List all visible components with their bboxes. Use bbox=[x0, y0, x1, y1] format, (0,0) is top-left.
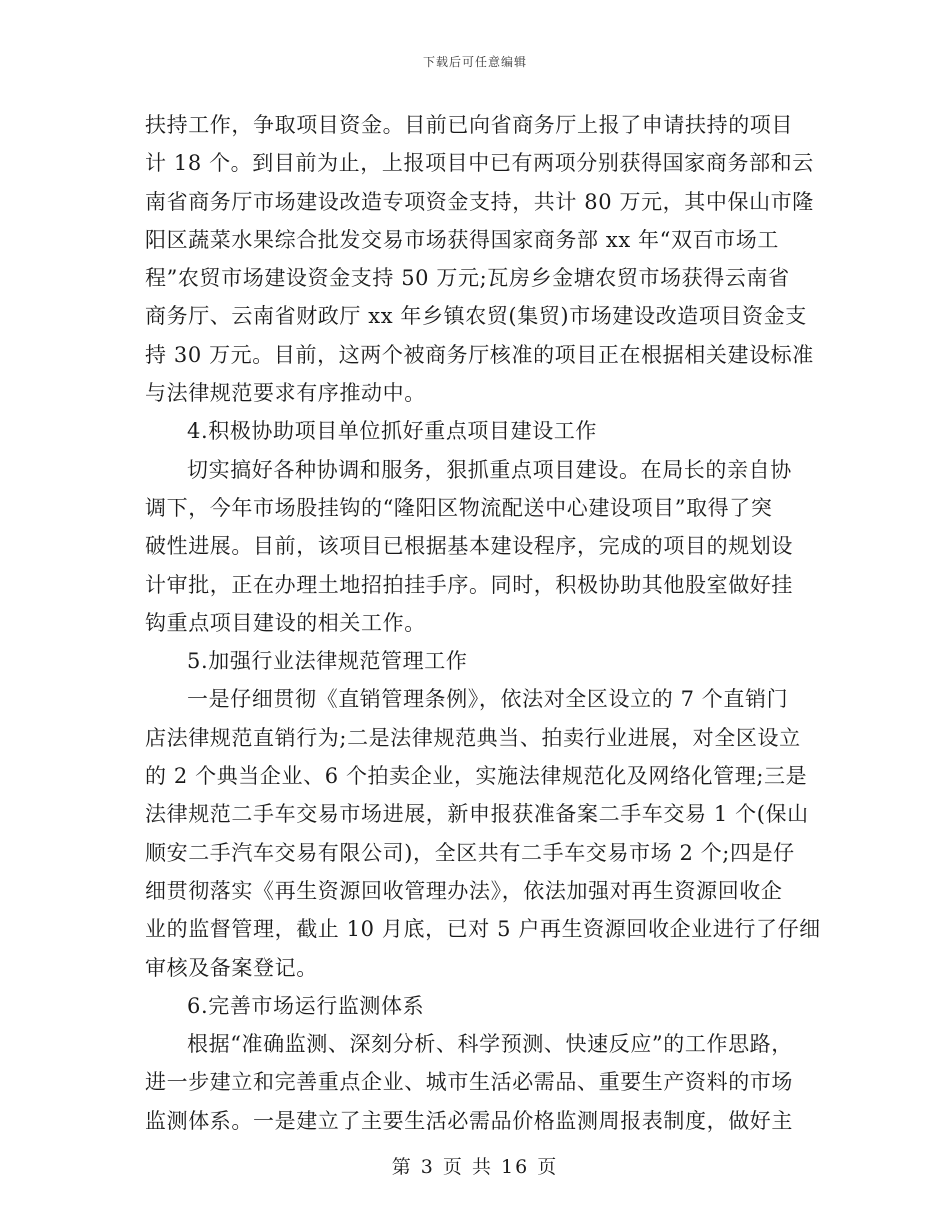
text-line: 法律规范二手车交易市场进展，新申报获准备案二手车交易 1 个(保山 bbox=[145, 802, 809, 827]
text-line: 监测体系。一是建立了主要生活必需品价格监测周报表制度，做好主 bbox=[145, 1108, 793, 1133]
text-line: 商务厅、云南省财政厅 xx 年乡镇农贸(集贸)市场建设改造项目资金支 bbox=[145, 304, 807, 329]
text-line: 阳区蔬菜水果综合批发交易市场获得国家商务部 xx 年“双百市场工 bbox=[145, 227, 779, 252]
text-line: 细贯彻落实《再生资源回收管理办法》，依法加强对再生资源回收企 bbox=[145, 878, 783, 903]
text-line: 根据“准确监测、深刻分析、科学预测、快速反应”的工作思路， bbox=[187, 1032, 793, 1057]
text-line: 6.完善市场运行监测体系 bbox=[187, 993, 425, 1018]
page-header: 下载后可任意编辑 bbox=[422, 55, 527, 69]
text-line: 南省商务厅市场建设改造专项资金支持，共计 80 万元，其中保山市隆 bbox=[145, 189, 814, 214]
text-line: 程”农贸市场建设资金支持 50 万元;瓦房乡金塘农贸市场获得云南省 bbox=[145, 266, 790, 291]
text-line: 店法律规范直销行为;二是法律规范典当、拍卖行业进展，对全区设立 bbox=[145, 725, 801, 750]
text-line: 持 30 万元。目前，这两个被商务厅核准的项目正在根据相关建设标准 bbox=[145, 342, 814, 367]
text-line: 破性进展。目前，该项目已根据基本建设程序，完成的项目的规划设 bbox=[145, 534, 793, 559]
text-line: 切实搞好各种协调和服务，狠抓重点项目建设。在局长的亲自协 bbox=[187, 457, 792, 482]
text-line: 审核及备案登记。 bbox=[145, 955, 318, 980]
text-line: 与法律规范要求有序推动中。 bbox=[145, 381, 426, 406]
text-line: 计审批，正在办理土地招拍挂手序。同时，积极协助其他股室做好挂 bbox=[145, 572, 793, 597]
text-line: 顺安二手汽车交易有限公司)，全区共有二手车交易市场 2 个;四是仔 bbox=[145, 840, 795, 865]
text-line: 进一步建立和完善重点企业、城市生活必需品、重要生产资料的市场 bbox=[145, 1070, 793, 1095]
text-line: 5.加强行业法律规范管理工作 bbox=[187, 649, 468, 674]
text-line: 的 2 个典当企业、6 个拍卖企业，实施法律规范化及网络化管理;三是 bbox=[145, 764, 808, 789]
text-line: 计 18 个。到目前为止，上报项目中已有两项分别获得国家商务部和云 bbox=[145, 151, 814, 176]
body-text bbox=[145, 106, 821, 1140]
text-line: 扶持工作，争取项目资金。目前已向省商务厅上报了申请扶持的项目 bbox=[145, 113, 793, 137]
text-line: 钩重点项目建设的相关工作。 bbox=[145, 610, 426, 635]
text-line: 调下，今年市场股挂钩的“隆阳区物流配送中心建设项目”取得了突 bbox=[145, 495, 773, 520]
text-line: 一是仔细贯彻《直销管理条例》，依法对全区设立的 7 个直销门 bbox=[187, 687, 789, 712]
page-footer: 第 3 页 共 16 页 bbox=[391, 1156, 559, 1178]
text-line: 4.积极协助项目单位抓好重点项目建设工作 bbox=[187, 419, 598, 444]
text-line: 业的监督管理，截止 10 月底，已对 5 户再生资源回收企业进行了仔细 bbox=[145, 917, 821, 942]
